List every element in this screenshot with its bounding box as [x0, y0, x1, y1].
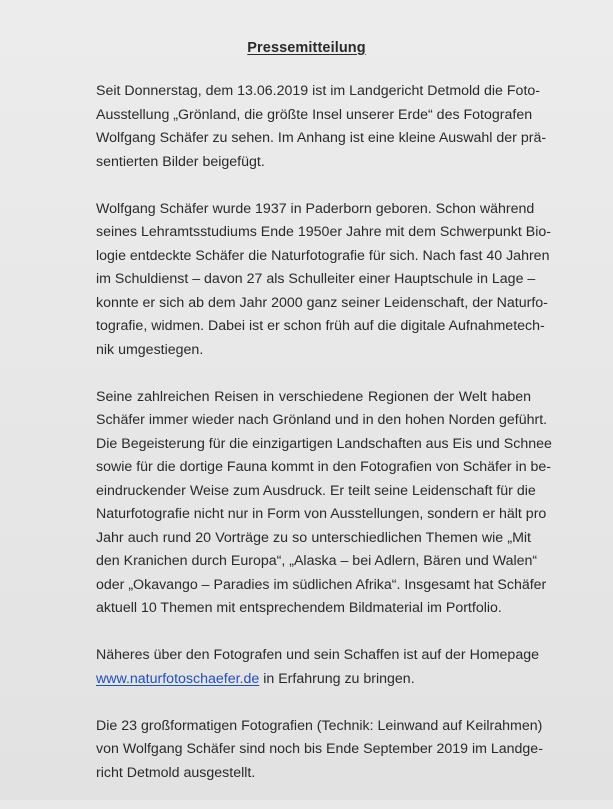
text-line: Jahr auch rund 20 Vorträge zu so unterschiedlichen Themen wie „Mit [96, 529, 531, 546]
document-body [96, 80, 552, 809]
paragraph-exhibition-intro [96, 80, 547, 174]
text-line: im Schuldienst – davon 27 als Schulleiter einer Hauptschule in Lage – [96, 271, 536, 287]
text-line: oder „Okavango – Paradies im südlichen Afrika“. Insgesamt hat Schäfer [96, 576, 547, 593]
paragraph-homepage [96, 644, 539, 691]
text-line: konnte er sich ab dem Jahr 2000 ganz seiner Leidenschaft, der Naturfo- [96, 294, 548, 311]
text-line: seines Lehramtsstudiums Ende 1950er Jahre mit dem Schwerpunkt Bio- [96, 224, 552, 240]
text-line: aktuell 10 Themen mit entsprechendem Bildmaterial im Portfolio. [96, 600, 502, 616]
text-line: Schäfer immer wieder nach Grönland und in den hohen Norden geführt. [96, 412, 548, 428]
paragraph-travels [96, 386, 552, 621]
text-line [96, 668, 531, 692]
paragraph-exhibition-dates [96, 715, 543, 786]
text-line: nik umgestiegen. [96, 341, 204, 358]
text-line: richt Detmold ausgestellt. [96, 764, 256, 781]
text-line: Die 23 großformatigen Fotografien (Technik: Leinwand auf Keilrahmen) [96, 717, 543, 734]
text-line: Wolfgang Schäfer zu sehen. Im Anhang ist eine kleine Auswahl der prä- [96, 130, 547, 146]
paragraph-biography [96, 198, 552, 363]
text-line: tografie, widmen. Dabei ist er schon früh auf die digitale Aufnahmetech- [96, 318, 545, 334]
document-title: Pressemitteilung [247, 40, 366, 56]
text-line: sowie für die dortige Fauna kommt in den Fotografien von Schäfer in be- [96, 459, 552, 475]
text-line: Naturfotografie nicht nur in Form von Ausstellungen, sondern er hält pro [96, 506, 547, 522]
text-line: Seine zahlreichen Reisen in verschiedene Regionen der Welt haben [96, 388, 531, 405]
text-line: von Wolfgang Schäfer sind noch bis Ende September 2019 im Landge- [96, 741, 543, 757]
text-line: Wolfgang Schäfer wurde 1937 in Paderborn geboren. Schon während [96, 200, 535, 217]
text-line: logie entdeckte Schäfer die Naturfotografie für sich. Nach fast 40 Jahren [96, 247, 550, 264]
text-line: eindruckender Weise zum Ausdruck. Er teilt seine Leidenschaft für die [96, 482, 536, 499]
homepage-link[interactable]: www.naturfotoschaefer.de [96, 670, 260, 687]
text-line: Die Begeisterung für die einzigartigen Landschaften aus Eis und Schnee [96, 435, 552, 452]
text-line: Ausstellung „Grönland, die größte Insel unserer Erde“ des Fotografen [96, 106, 533, 123]
link-suffix-text: in Erfahrung zu bringen. [259, 670, 415, 687]
text-line: sentierten Bilder beigefügt. [96, 153, 265, 170]
text-line: Näheres über den Fotografen und sein Schaffen ist auf der Homepage [96, 647, 539, 663]
text-line: den Kranichen durch Europa“, „Alaska – bei Adlern, Bären und Walen“ [96, 553, 538, 569]
text-line: Seit Donnerstag, dem 13.06.2019 ist im Landgericht Detmold die Foto- [96, 83, 540, 99]
